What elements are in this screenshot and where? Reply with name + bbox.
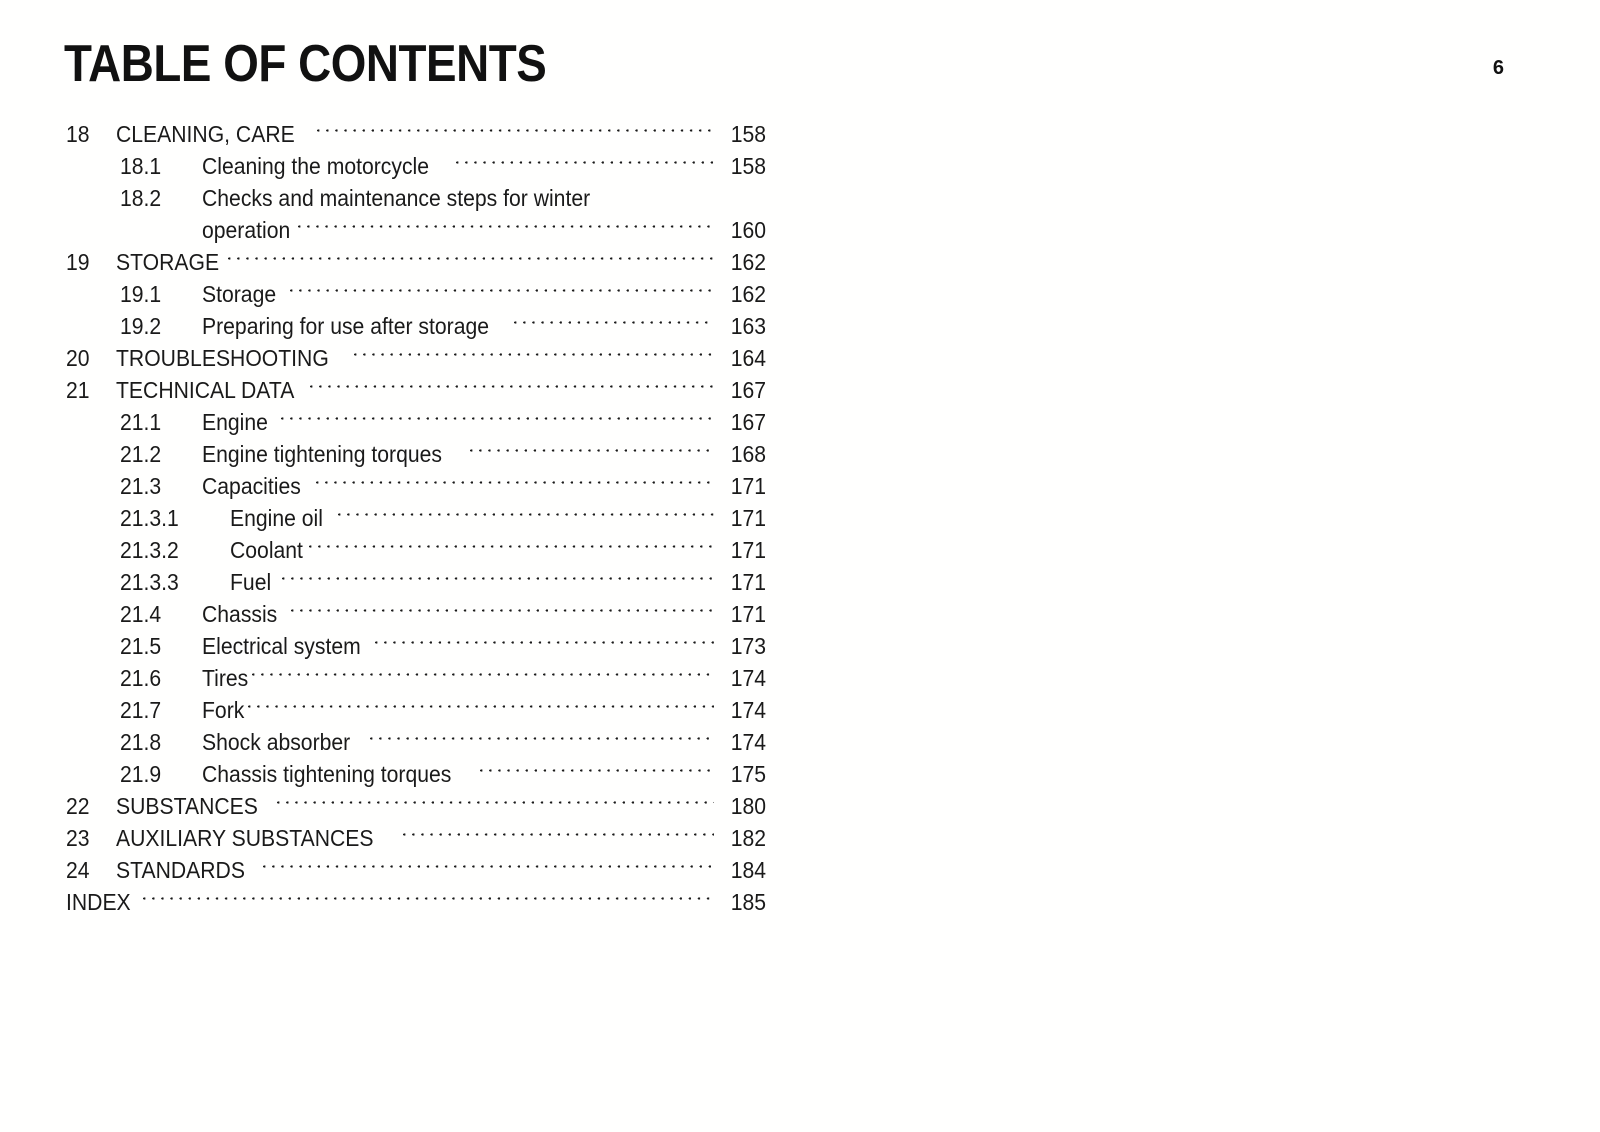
toc-row[interactable]	[0, 566, 1600, 598]
toc-entry-label: TECHNICAL DATA	[116, 377, 295, 403]
dot-leader	[514, 311, 714, 334]
toc-entry	[202, 470, 714, 502]
toc-entry-page: 162	[730, 281, 766, 307]
toc-entry-number: 21.3.2	[120, 537, 179, 563]
toc-entry	[230, 566, 714, 598]
toc-entry	[116, 854, 714, 886]
toc-row[interactable]	[0, 438, 1600, 470]
toc-entry-number: 21.1	[120, 409, 162, 435]
toc-row[interactable]	[0, 630, 1600, 662]
toc-entry-page: 171	[730, 473, 766, 499]
toc-row[interactable]	[0, 310, 1600, 342]
toc-row[interactable]	[0, 278, 1600, 310]
toc-entry-label: TROUBLESHOOTING	[116, 345, 329, 371]
dot-leader	[263, 855, 714, 878]
toc-entry-label: Cleaning the motorcycle	[202, 153, 429, 179]
toc-entry-number: 21.4	[120, 601, 162, 627]
toc-entry	[202, 438, 714, 470]
dot-leader	[290, 279, 714, 302]
dot-leader	[354, 343, 714, 366]
toc-entry	[230, 502, 714, 534]
toc-row[interactable]	[0, 534, 1600, 566]
toc-entry-label: Coolant	[230, 537, 303, 563]
toc-entry	[202, 726, 714, 758]
toc-entry-label: INDEX	[66, 889, 131, 915]
toc-entry-page: 171	[730, 569, 766, 595]
toc-row[interactable]	[0, 182, 1600, 214]
toc-entry-label: Fork	[202, 697, 245, 723]
toc-entry-page: 180	[730, 793, 766, 819]
page-number-folio: 6	[1492, 57, 1504, 79]
toc-entry-label: STORAGE	[116, 249, 220, 275]
dot-leader	[252, 663, 714, 686]
dot-leader	[470, 439, 714, 462]
toc-entry	[202, 662, 714, 694]
toc-entry-number: 21.6	[120, 665, 162, 691]
toc-entry	[202, 278, 714, 310]
toc-row[interactable]	[0, 886, 1600, 918]
toc-entry	[116, 246, 714, 278]
toc-entry-page: 167	[730, 377, 766, 403]
toc-entry-label: Electrical system	[202, 633, 361, 659]
toc-entry-number: 21.9	[120, 761, 162, 787]
dot-leader	[480, 759, 714, 782]
toc-entry-page: 174	[730, 665, 766, 691]
dot-leader	[248, 695, 714, 718]
toc-entry-page: 171	[730, 505, 766, 531]
toc-entry	[202, 598, 714, 630]
toc-entry-number: 18.2	[120, 185, 162, 211]
toc-entry-page: 164	[730, 345, 766, 371]
toc-entry	[202, 694, 714, 726]
toc-row[interactable]	[0, 246, 1600, 278]
toc-row[interactable]	[0, 374, 1600, 406]
toc-entry-number: 18	[66, 121, 90, 147]
toc-entry-number: 19	[66, 249, 90, 275]
toc-entry-label: Shock absorber	[202, 729, 351, 755]
toc-entry-number: 19.2	[120, 313, 162, 339]
toc-entry	[202, 630, 714, 662]
toc-entry-number: 21.3.3	[120, 569, 179, 595]
toc-entry	[230, 534, 714, 566]
toc-entry-page: 175	[730, 761, 766, 787]
toc-entry-page: 168	[730, 441, 766, 467]
toc-entry-label: CLEANING, CARE	[116, 121, 295, 147]
toc-list	[0, 118, 1600, 918]
dot-leader	[370, 727, 714, 750]
toc-entry-label: AUXILIARY SUBSTANCES	[116, 825, 374, 851]
dot-leader	[281, 407, 714, 430]
dot-leader	[375, 631, 714, 654]
toc-row[interactable]	[0, 662, 1600, 694]
dot-leader	[277, 791, 714, 814]
dot-leader	[456, 151, 714, 174]
toc-entry-label: Capacities	[202, 473, 301, 499]
toc-row[interactable]	[0, 502, 1600, 534]
dot-leader	[143, 887, 714, 910]
toc-entry-number: 24	[66, 857, 90, 883]
toc-entry	[202, 406, 714, 438]
toc-row[interactable]	[0, 406, 1600, 438]
toc-entry-label: Preparing for use after storage	[202, 313, 489, 339]
toc-entry-page: 158	[730, 153, 766, 179]
dot-leader	[291, 599, 714, 622]
toc-row[interactable]	[0, 854, 1600, 886]
toc-entry-number: 23	[66, 825, 90, 851]
toc-entry	[202, 150, 714, 182]
toc-entry-number: 21.7	[120, 697, 162, 723]
toc-entry	[202, 214, 714, 246]
dot-leader	[403, 823, 714, 846]
dot-leader	[310, 375, 714, 398]
toc-row[interactable]	[0, 758, 1600, 790]
dot-leader	[282, 567, 714, 590]
toc-row[interactable]	[0, 694, 1600, 726]
toc-row[interactable]	[0, 342, 1600, 374]
toc-entry-page: 174	[730, 697, 766, 723]
toc-entry-page: 182	[730, 825, 766, 851]
toc-entry-number: 18.1	[120, 153, 162, 179]
toc-entry-page: 171	[730, 537, 766, 563]
toc-entry	[66, 886, 714, 918]
toc-entry-number: 21.2	[120, 441, 162, 467]
toc-row[interactable]	[0, 150, 1600, 182]
toc-entry-label: Engine oil	[230, 505, 323, 531]
toc-entry	[202, 310, 714, 342]
toc-entry-label: Tires	[202, 665, 249, 691]
toc-entry-number: 21.3.1	[120, 505, 179, 531]
page-title: TABLE OF CONTENTS	[64, 35, 547, 93]
toc-entry-label: Engine	[202, 409, 268, 435]
dot-leader	[625, 183, 714, 206]
toc-entry-label: Fuel	[230, 569, 272, 595]
toc-row[interactable]	[0, 598, 1600, 630]
toc-entry-label: Chassis	[202, 601, 278, 627]
toc-entry-label: Chassis tightening torques	[202, 761, 452, 787]
toc-row[interactable]	[0, 118, 1600, 150]
toc-entry-page: 162	[730, 249, 766, 275]
toc-entry	[116, 822, 714, 854]
toc-entry-page: 171	[730, 601, 766, 627]
toc-entry-label: Storage	[202, 281, 277, 307]
toc-entry-label: STANDARDS	[116, 857, 245, 883]
toc-entry-page: 174	[730, 729, 766, 755]
toc-entry-page: 167	[730, 409, 766, 435]
toc-row[interactable]	[0, 822, 1600, 854]
toc-entry-number: 21.3	[120, 473, 162, 499]
toc-entry-number: 21	[66, 377, 90, 403]
toc-entry-number: 21.8	[120, 729, 162, 755]
toc-entry-page: 185	[730, 889, 766, 915]
toc-entry-number: 21.5	[120, 633, 162, 659]
toc-entry	[116, 790, 714, 822]
toc-entry-number: 19.1	[120, 281, 162, 307]
toc-entry-page: 173	[730, 633, 766, 659]
toc-entry	[202, 182, 714, 214]
dot-leader	[338, 503, 714, 526]
toc-entry-page: 160	[730, 217, 766, 243]
toc-entry-label: Engine tightening torques	[202, 441, 443, 467]
toc-entry-page: 163	[730, 313, 766, 339]
toc-entry	[202, 758, 714, 790]
dot-leader	[228, 247, 714, 270]
toc-row[interactable]	[0, 726, 1600, 758]
toc-entry-number: 22	[66, 793, 90, 819]
dot-leader	[317, 119, 714, 142]
toc-entry-page: 184	[730, 857, 766, 883]
toc-row[interactable]	[0, 790, 1600, 822]
toc-entry	[116, 118, 714, 150]
dot-leader	[316, 471, 714, 494]
toc-entry	[116, 374, 714, 406]
toc-entry-label: SUBSTANCES	[116, 793, 258, 819]
toc-entry-page: 158	[730, 121, 766, 147]
toc-entry-label: Checks and maintenance steps for winter	[202, 185, 591, 211]
toc-row[interactable]	[0, 214, 1600, 246]
toc-entry-label: operation	[202, 217, 291, 243]
dot-leader	[309, 535, 714, 558]
toc-row[interactable]	[0, 470, 1600, 502]
toc-entry-number: 20	[66, 345, 90, 371]
dot-leader	[298, 215, 714, 238]
toc-entry	[116, 342, 714, 374]
